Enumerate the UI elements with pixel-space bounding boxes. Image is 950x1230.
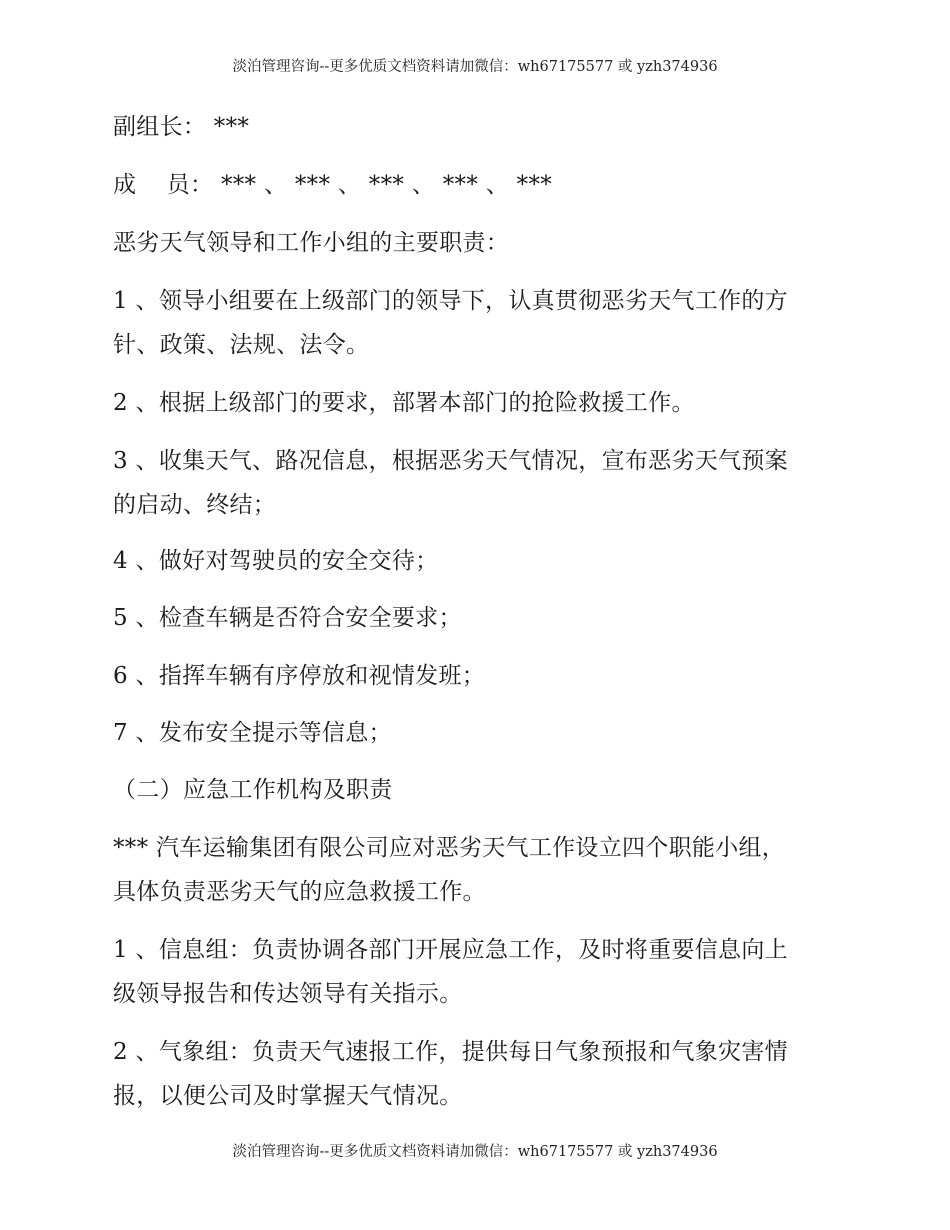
text-line: 级领导报告和传达领导有关指示。 xyxy=(113,981,463,1007)
text-line: 恶劣天气领导和工作小组的主要职责： xyxy=(113,230,510,256)
text-line: 的启动、终结； xyxy=(113,492,277,518)
text-line: *** 汽车运输集团有限公司应对恶劣天气工作设立四个职能小组， xyxy=(113,835,786,861)
text-line: 4 、做好对驾驶员的安全交待； xyxy=(113,548,439,574)
section-heading: （二）应急工作机构及职责 xyxy=(113,777,393,803)
page-footer: 淡泊管理咨询--更多优质文档资料请加微信：wh67175577 或 yzh374936 xyxy=(232,1144,718,1160)
text-line: 2 、气象组：负责天气速报工作，提供每日气象预报和气象灾害情 xyxy=(113,1039,788,1065)
text-line: 报，以便公司及时掌握天气情况。 xyxy=(113,1083,463,1109)
text-line: 针、政策、法规、法令。 xyxy=(113,332,370,358)
text-line: 6 、指挥车辆有序停放和视情发班； xyxy=(113,663,486,689)
text-line: 3 、收集天气、路况信息，根据恶劣天气情况，宣布恶劣天气预案 xyxy=(113,448,788,474)
text-line: 成 员： *** 、 *** 、 *** 、 *** 、 *** xyxy=(113,172,553,198)
text-line: 1 、领导小组要在上级部门的领导下，认真贯彻恶劣天气工作的方 xyxy=(113,288,788,314)
text-line: 2 、根据上级部门的要求，部署本部门的抢险救援工作。 xyxy=(113,390,695,416)
text-line: 副组长： *** xyxy=(113,114,250,140)
text-line: 7 、发布安全提示等信息； xyxy=(113,720,392,746)
text-line: 5 、检查车辆是否符合安全要求； xyxy=(113,605,462,631)
text-line: 具体负责恶劣天气的应急救援工作。 xyxy=(113,879,486,905)
page-header: 淡泊管理咨询--更多优质文档资料请加微信：wh67175577 或 yzh374936 xyxy=(232,59,718,75)
text-line: 1 、信息组：负责协调各部门开展应急工作，及时将重要信息向上 xyxy=(113,937,788,963)
